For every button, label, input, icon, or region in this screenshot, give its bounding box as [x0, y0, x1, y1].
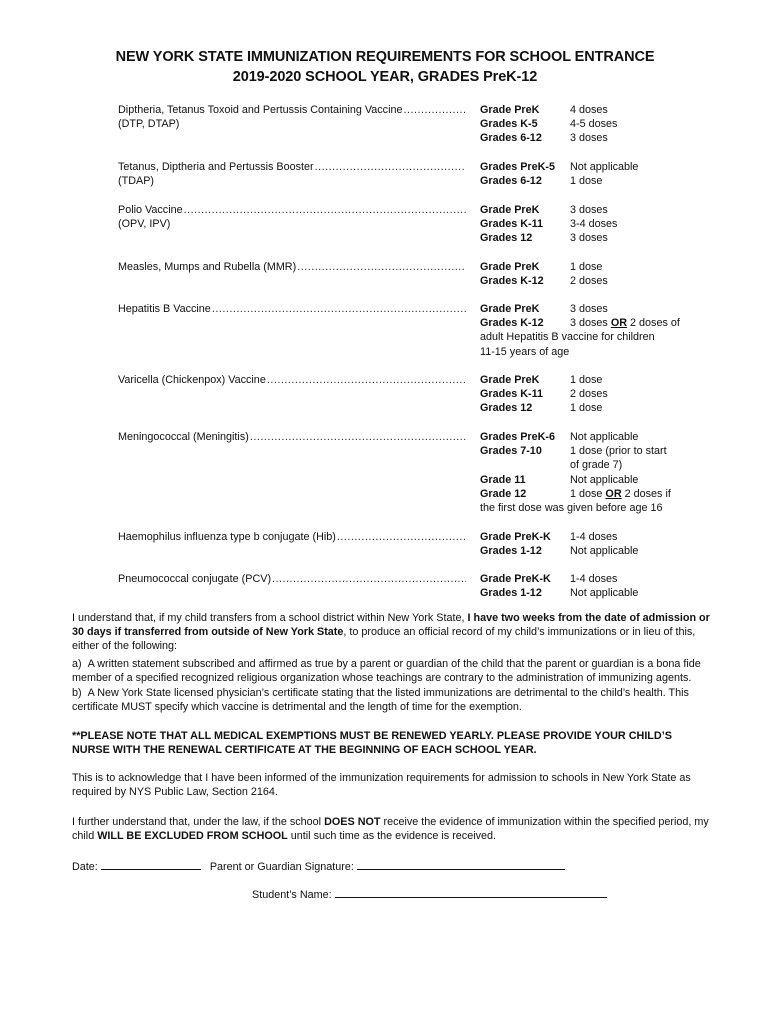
leader-dots — [297, 260, 466, 274]
does-not-text: DOES NOT — [324, 816, 381, 828]
leader-dots — [184, 203, 466, 217]
schedule-note — [480, 345, 690, 359]
leader-dots — [337, 530, 466, 544]
grade-range: Grade PreK — [480, 303, 540, 315]
dose-text: 3-4 doses — [570, 218, 618, 231]
signature-row — [72, 857, 712, 874]
dose-requirement — [570, 260, 602, 274]
grade-range: Grade PreK — [480, 261, 540, 273]
exclusion-text: I further understand that, under the law, if the school — [72, 816, 325, 828]
dose-text: Not applicable — [570, 587, 639, 600]
exclusion-text-2: receive the evidence of immunization within the specified period, my child — [72, 816, 709, 843]
grade-range: Grades K-12 — [480, 275, 544, 288]
dose-requirement — [570, 401, 602, 415]
dose-text: 1-4 doses — [570, 573, 618, 585]
vaccine-name: Diptheria, Tetanus Toxoid and Pertussis Containing Vaccine — [118, 104, 403, 116]
dose-requirement — [570, 217, 617, 231]
dose-text: 1 dose — [570, 402, 603, 415]
schedule-line — [480, 544, 690, 558]
dose-text: Not applicable — [570, 545, 639, 558]
vaccine-name-block — [118, 430, 468, 444]
schedule-line — [480, 430, 690, 444]
exclusion-text-3: until such time as the evidence is received. — [287, 830, 497, 843]
page-subtitle: 2019-2020 SCHOOL YEAR, GRADES PreK-12 — [232, 69, 538, 85]
dose-text: Not applicable — [570, 431, 639, 443]
schedule-line — [480, 530, 690, 544]
vaccine-abbreviation: (OPV, IPV) — [118, 218, 171, 231]
renewal-notice: **PLEASE NOTE THAT ALL MEDICAL EXEMPTIONS MUST BE RENEWED YEARLY. PLEASE PROVIDE YOUR CHILD’S NURSE WITH THE RENEWAL CERTIFICATE AT THE BEGINNING OF EACH SCHOOL YEAR. — [72, 730, 672, 757]
dose-requirement — [570, 316, 680, 330]
dose-text: 1-4 doses — [570, 531, 618, 543]
grade-range: Grades K-11 — [480, 218, 544, 231]
vaccine-name-block — [118, 373, 468, 387]
schedule-line — [480, 117, 690, 131]
vaccine-leader-line — [118, 430, 468, 444]
dose-text: Not applicable — [570, 473, 639, 486]
schedule-line — [480, 302, 690, 316]
dose-text: 1 dose — [570, 374, 603, 386]
dose-schedule — [480, 160, 690, 188]
schedule-line — [480, 203, 690, 217]
vaccine-leader-line — [118, 572, 468, 586]
vaccine-name-block — [118, 302, 468, 316]
leader-dots — [212, 302, 466, 316]
vaccine-leader-line — [118, 160, 468, 174]
dose-requirement — [570, 103, 608, 117]
vaccine-name: Haemophilus influenza type b conjugate (Hib) — [118, 531, 336, 543]
dose-schedule — [480, 203, 690, 246]
schedule-line — [480, 458, 690, 472]
dose-schedule — [480, 103, 690, 146]
date-label: Date: — [72, 861, 98, 873]
vaccine-name: Measles, Mumps and Rubella (MMR) — [118, 261, 297, 273]
grade-range: Grades 12 — [480, 402, 533, 415]
dose-text: 3 doses — [570, 204, 608, 216]
dose-requirement — [570, 160, 638, 174]
vaccine-name-block — [118, 260, 468, 274]
schedule-line — [480, 444, 690, 458]
schedule-line — [480, 174, 690, 188]
dose-text: 3 doses — [570, 132, 608, 145]
dose-text: 4 doses — [570, 104, 608, 116]
student-name-field[interactable] — [335, 885, 607, 898]
dose-requirement — [570, 302, 608, 316]
vaccine-name-block — [118, 160, 468, 188]
schedule-line — [480, 373, 690, 387]
grade-range: Grades 6-12 — [480, 132, 542, 145]
dose-alt-text: 2 doses if — [621, 487, 671, 500]
vaccine-leader-line — [118, 203, 468, 217]
schedule-line — [480, 387, 690, 401]
parent-signature-label: Parent or Guardian Signature: — [209, 861, 354, 873]
dose-text: 1 dose (prior to start — [570, 445, 667, 458]
dose-schedule — [480, 260, 690, 288]
dose-requirement — [570, 174, 602, 188]
dose-alt-text: 2 doses of — [627, 317, 680, 330]
excluded-text: WILL BE EXCLUDED FROM SCHOOL — [97, 830, 288, 843]
leader-dots — [404, 103, 467, 117]
dose-requirement — [570, 387, 608, 401]
schedule-line — [480, 586, 690, 600]
dose-text: 4-5 doses — [570, 118, 618, 131]
leader-dots — [267, 373, 466, 387]
transfer-deadline-text: I have two weeks from the date of admission or 30 days if transferred from outside of New York State — [72, 612, 710, 639]
vaccine-name: Tetanus, Diptheria and Pertussis Booster — [118, 161, 314, 173]
vaccine-name-block — [118, 203, 468, 231]
dose-requirement — [570, 586, 638, 600]
schedule-note — [480, 501, 690, 515]
dose-text: 2 doses — [570, 388, 608, 401]
grade-range: Grades K-5 — [480, 118, 538, 131]
vaccine-leader-line — [118, 302, 468, 316]
grade-range: Grades 7-10 — [480, 445, 542, 458]
dose-schedule — [480, 430, 690, 515]
dose-requirement — [570, 473, 638, 487]
grade-range: Grade PreK — [480, 204, 540, 216]
dose-requirement — [570, 203, 608, 217]
dose-requirement — [570, 530, 617, 544]
dose-schedule — [480, 373, 690, 416]
dose-text: 3 doses — [570, 303, 608, 315]
leader-dots — [272, 572, 466, 586]
dose-requirement — [570, 117, 617, 131]
schedule-line — [480, 401, 690, 415]
vaccine-name-block — [118, 530, 468, 544]
vaccine-name: Polio Vaccine — [118, 204, 183, 216]
vaccine-abbreviation: (TDAP) — [118, 175, 154, 188]
grade-range: Grades 1-12 — [480, 545, 542, 558]
note-text: the first dose was given before age 16 — [480, 501, 663, 514]
grade-range: Grades PreK-6 — [480, 431, 556, 443]
schedule-line — [480, 160, 690, 174]
dose-requirement — [570, 131, 608, 145]
vaccine-name-block — [118, 572, 468, 586]
schedule-line — [480, 316, 690, 330]
vaccine-leader-line — [118, 260, 468, 274]
vaccine-abbreviation: (DTP, DTAP) — [118, 118, 180, 131]
schedule-line — [480, 231, 690, 245]
leader-dots — [315, 160, 466, 174]
grade-range: Grades 12 — [480, 232, 533, 245]
grade-range: Grade PreK-K — [480, 573, 551, 585]
grade-range: Grade 11 — [480, 473, 526, 486]
dose-requirement — [570, 544, 638, 558]
dose-requirement — [570, 231, 608, 245]
dose-requirement — [570, 430, 638, 444]
schedule-line — [480, 487, 690, 501]
schedule-note — [480, 330, 690, 344]
dose-requirement — [570, 458, 622, 472]
dose-text: of grade 7) — [570, 459, 623, 472]
grade-range: Grades PreK-5 — [480, 161, 556, 173]
dose-requirement — [570, 373, 602, 387]
dose-text: 1 dose — [570, 487, 606, 500]
dose-requirement — [570, 274, 608, 288]
schedule-line — [480, 131, 690, 145]
note-text: adult Hepatitis B vaccine for children — [480, 331, 655, 344]
transfer-text: I understand that, if my child transfers from a school district within New York State, — [72, 612, 468, 624]
note-text: 11-15 years of age — [480, 345, 570, 358]
religious-exemption-item: a) A written statement subscribed and affirmed as true by a parent or guardian of the child that the parent or guardian is a bona fide member of a specified recognized religious organization whose teachings are contrary to the administration of immunizing agents. — [72, 658, 701, 685]
schedule-line — [480, 274, 690, 288]
dose-text: Not applicable — [570, 161, 639, 173]
grade-range: Grades 1-12 — [480, 587, 542, 600]
date-field[interactable] — [101, 857, 201, 870]
dose-schedule — [480, 572, 690, 600]
vaccine-name: Pneumococcal conjugate (PCV) — [118, 573, 272, 585]
dose-text: 2 doses — [570, 275, 608, 288]
vaccine-leader-line — [118, 373, 468, 387]
grade-range: Grade PreK — [480, 104, 540, 116]
schedule-line — [480, 572, 690, 586]
transfer-paragraph — [72, 611, 712, 654]
student-name-row — [252, 885, 672, 902]
dose-text: 3 doses — [570, 232, 608, 245]
dose-requirement — [570, 444, 667, 458]
dose-requirement — [570, 572, 617, 586]
dose-schedule — [480, 530, 690, 558]
dose-text: 1 dose — [570, 175, 603, 188]
acknowledgement-paragraph: This is to acknowledge that I have been informed of the immunization requirements for admission to schools in New York State as required by NYS Public Law, Section 2164. — [72, 772, 691, 799]
or-text: OR — [605, 487, 622, 500]
grade-range: Grade 12 — [480, 487, 527, 500]
student-name-label: Student’s Name: — [252, 889, 332, 901]
schedule-line — [480, 260, 690, 274]
transfer-text-end: , to produce an official record of my child’s immunizations or in lieu of this, either of the following: — [72, 626, 696, 653]
dose-requirement — [570, 487, 671, 501]
leader-dots — [250, 430, 466, 444]
dose-text: 1 dose — [570, 261, 603, 273]
medical-exemption-item: b) A New York State licensed physician’s certificate stating that the listed immunizations are detrimental to the child’s health. This certificate MUST specify which vaccine is detrimental and the length of time for the exemption. — [72, 687, 689, 714]
grade-range: Grades 6-12 — [480, 175, 542, 188]
schedule-line — [480, 473, 690, 487]
vaccine-leader-line — [118, 103, 468, 117]
exclusion-paragraph — [72, 815, 712, 843]
parent-signature-field[interactable] — [357, 857, 565, 870]
dose-schedule — [480, 302, 690, 359]
or-text: OR — [610, 317, 628, 330]
page-title: NEW YORK STATE IMMUNIZATION REQUIREMENTS FOR SCHOOL ENTRANCE — [115, 49, 655, 65]
vaccine-name-block — [118, 103, 468, 131]
grade-range: Grades K-12 — [480, 317, 544, 330]
vaccine-name: Hepatitis B Vaccine — [118, 303, 211, 315]
grade-range: Grade PreK — [480, 374, 540, 386]
grade-range: Grade PreK-K — [480, 531, 551, 543]
schedule-line — [480, 103, 690, 117]
vaccine-name: Varicella (Chickenpox) Vaccine — [118, 374, 266, 386]
vaccine-leader-line — [118, 530, 468, 544]
grade-range: Grades K-11 — [480, 388, 544, 401]
vaccine-name: Meningococcal (Meningitis) — [118, 431, 249, 443]
dose-text: 3 doses — [570, 317, 608, 330]
schedule-line — [480, 217, 690, 231]
